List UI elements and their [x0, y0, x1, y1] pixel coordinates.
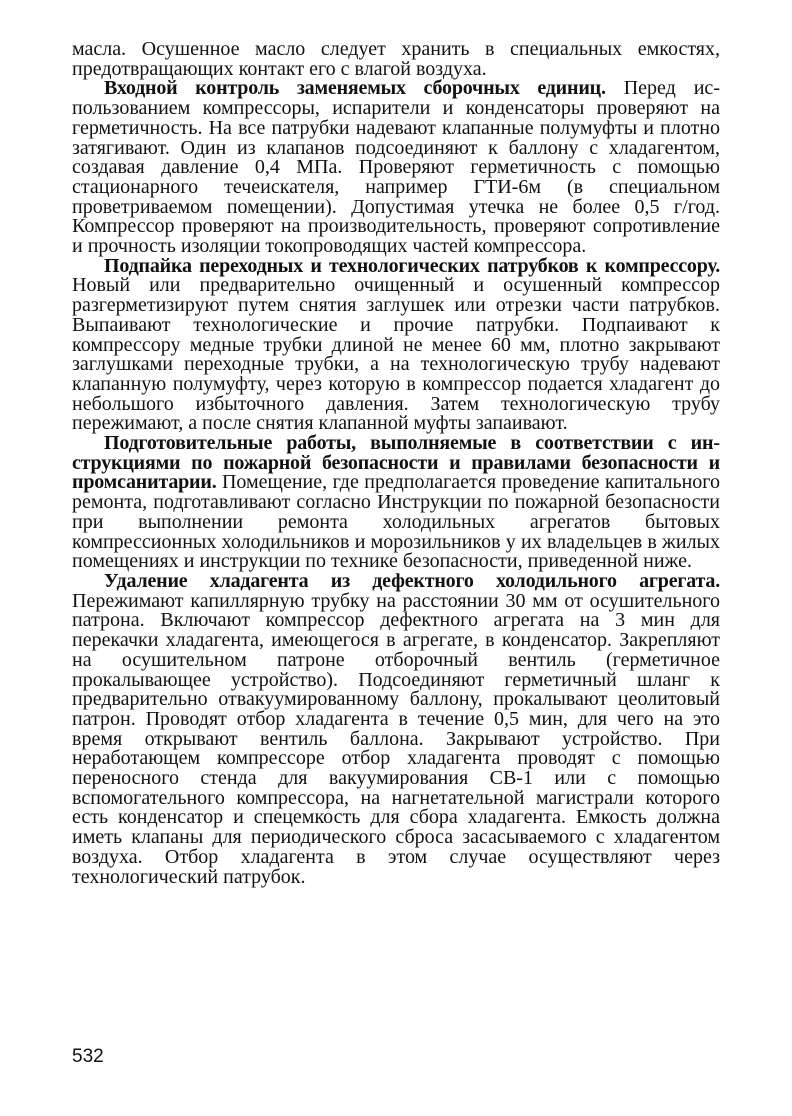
paragraph-heading: Подпайка переходных и технологических патрубков к компрессору.	[104, 254, 720, 277]
paragraph-heading: Удаление хладагента из дефектного холодильного агрегата.	[104, 569, 720, 592]
paragraph-text: масла. Осушенное масло следует хранить в специальных емкостях, предотвращающих контакт его с влагой воздуха.	[72, 38, 720, 80]
paragraph-heading: Подготовительные работы, выполняемые в соответствии с инструкциями по пожарной безопасности и правилами безопасности и промсанитарии.	[72, 432, 720, 494]
paragraph-text: Пережимают капиллярную трубку на расстоянии 30 мм от осушительного патрона. Включают компрессор дефектного агрегата на 3 мин для перекачки хладагента, имеющегося в агрегате, в конденсатор. Закрепляют на осушительном патроне отборочный вентиль (герметичное прокалывающее устройство). Подсоединяют герметичный шланг к предварительно отвакуумированному баллону, прокалывают цеолитовый патрон. Проводят отбор хладагента в течение 0,5 мин, для чего на это время открывают вентиль баллона. Закрывают устройство. При неработающем компрессоре отбор хладагента проводят с помощью переносного стенда для вакуумирования СВ-1 или с помощью вспомогательного компрессора, на нагнетательной магистрали которого есть конденсатор и спецемкость для сбора хладагента. Емкость должна иметь клапаны для периодического сброса засасываемого с хладагентом воздуха. Отбор хладагента в этом случае осуществляют через технологический патрубок.	[72, 589, 720, 888]
page-number: 532	[72, 1046, 104, 1067]
paragraph-preparatory-work	[72, 434, 720, 572]
page-body	[72, 40, 720, 887]
paragraph-soldering-pipes	[72, 254, 720, 435]
paragraph-text: Помещение, где предполагается проведение капитального ремонта, подготавливают согласно Инструкции по пожарной безопасности при выполнении ремонта холодильных агрегатов бытовых компрессионных холодильников и морозильников у их владельцев в жилых помещениях и инструкции по технике безопасности, приведенной ниже.	[72, 471, 720, 573]
paragraph-text: Перед использованием компрессоры, испарители и конденсаторы проверяют на герметичность. На все патрубки надевают клапанные полумуфты и плотно затягивают. Один из клапанов подсоединяют к баллону с хладагентом, создавая давление 0,4 МПа. Проверяют герметичность с помощью стационарного течеискателя, например ГТИ-6м (в специальном проветриваемом помещении). Допустимая утечка не более 0,5 г/год. Компрессор проверяют на производительность, проверяют сопротивление и прочность изоляции токопроводящих частей компрессора.	[72, 77, 720, 258]
paragraph-continuation	[72, 40, 720, 79]
paragraph-heading: Входной контроль заменяемых сборочных единиц.	[104, 77, 606, 100]
paragraph-refrigerant-removal	[72, 569, 720, 888]
paragraph-text: Новый или предварительно очищенный и осушенный компрессор разгерметизируют путем снятия заглушек или отрезки части патрубков. Выпаивают технологические и прочие патрубки. Подпаивают к компрессору медные трубки длиной не менее 60 мм, плотно закрывают заглушками переходные трубки, а на технологическую трубу надевают клапанную полумуфту, через которую в компрессор подается хладагент до небольшого избыточного давления. Затем технологическую трубу пережимают, а после снятия клапанной муфты запаивают.	[72, 274, 720, 435]
paragraph-incoming-inspection	[72, 79, 720, 256]
